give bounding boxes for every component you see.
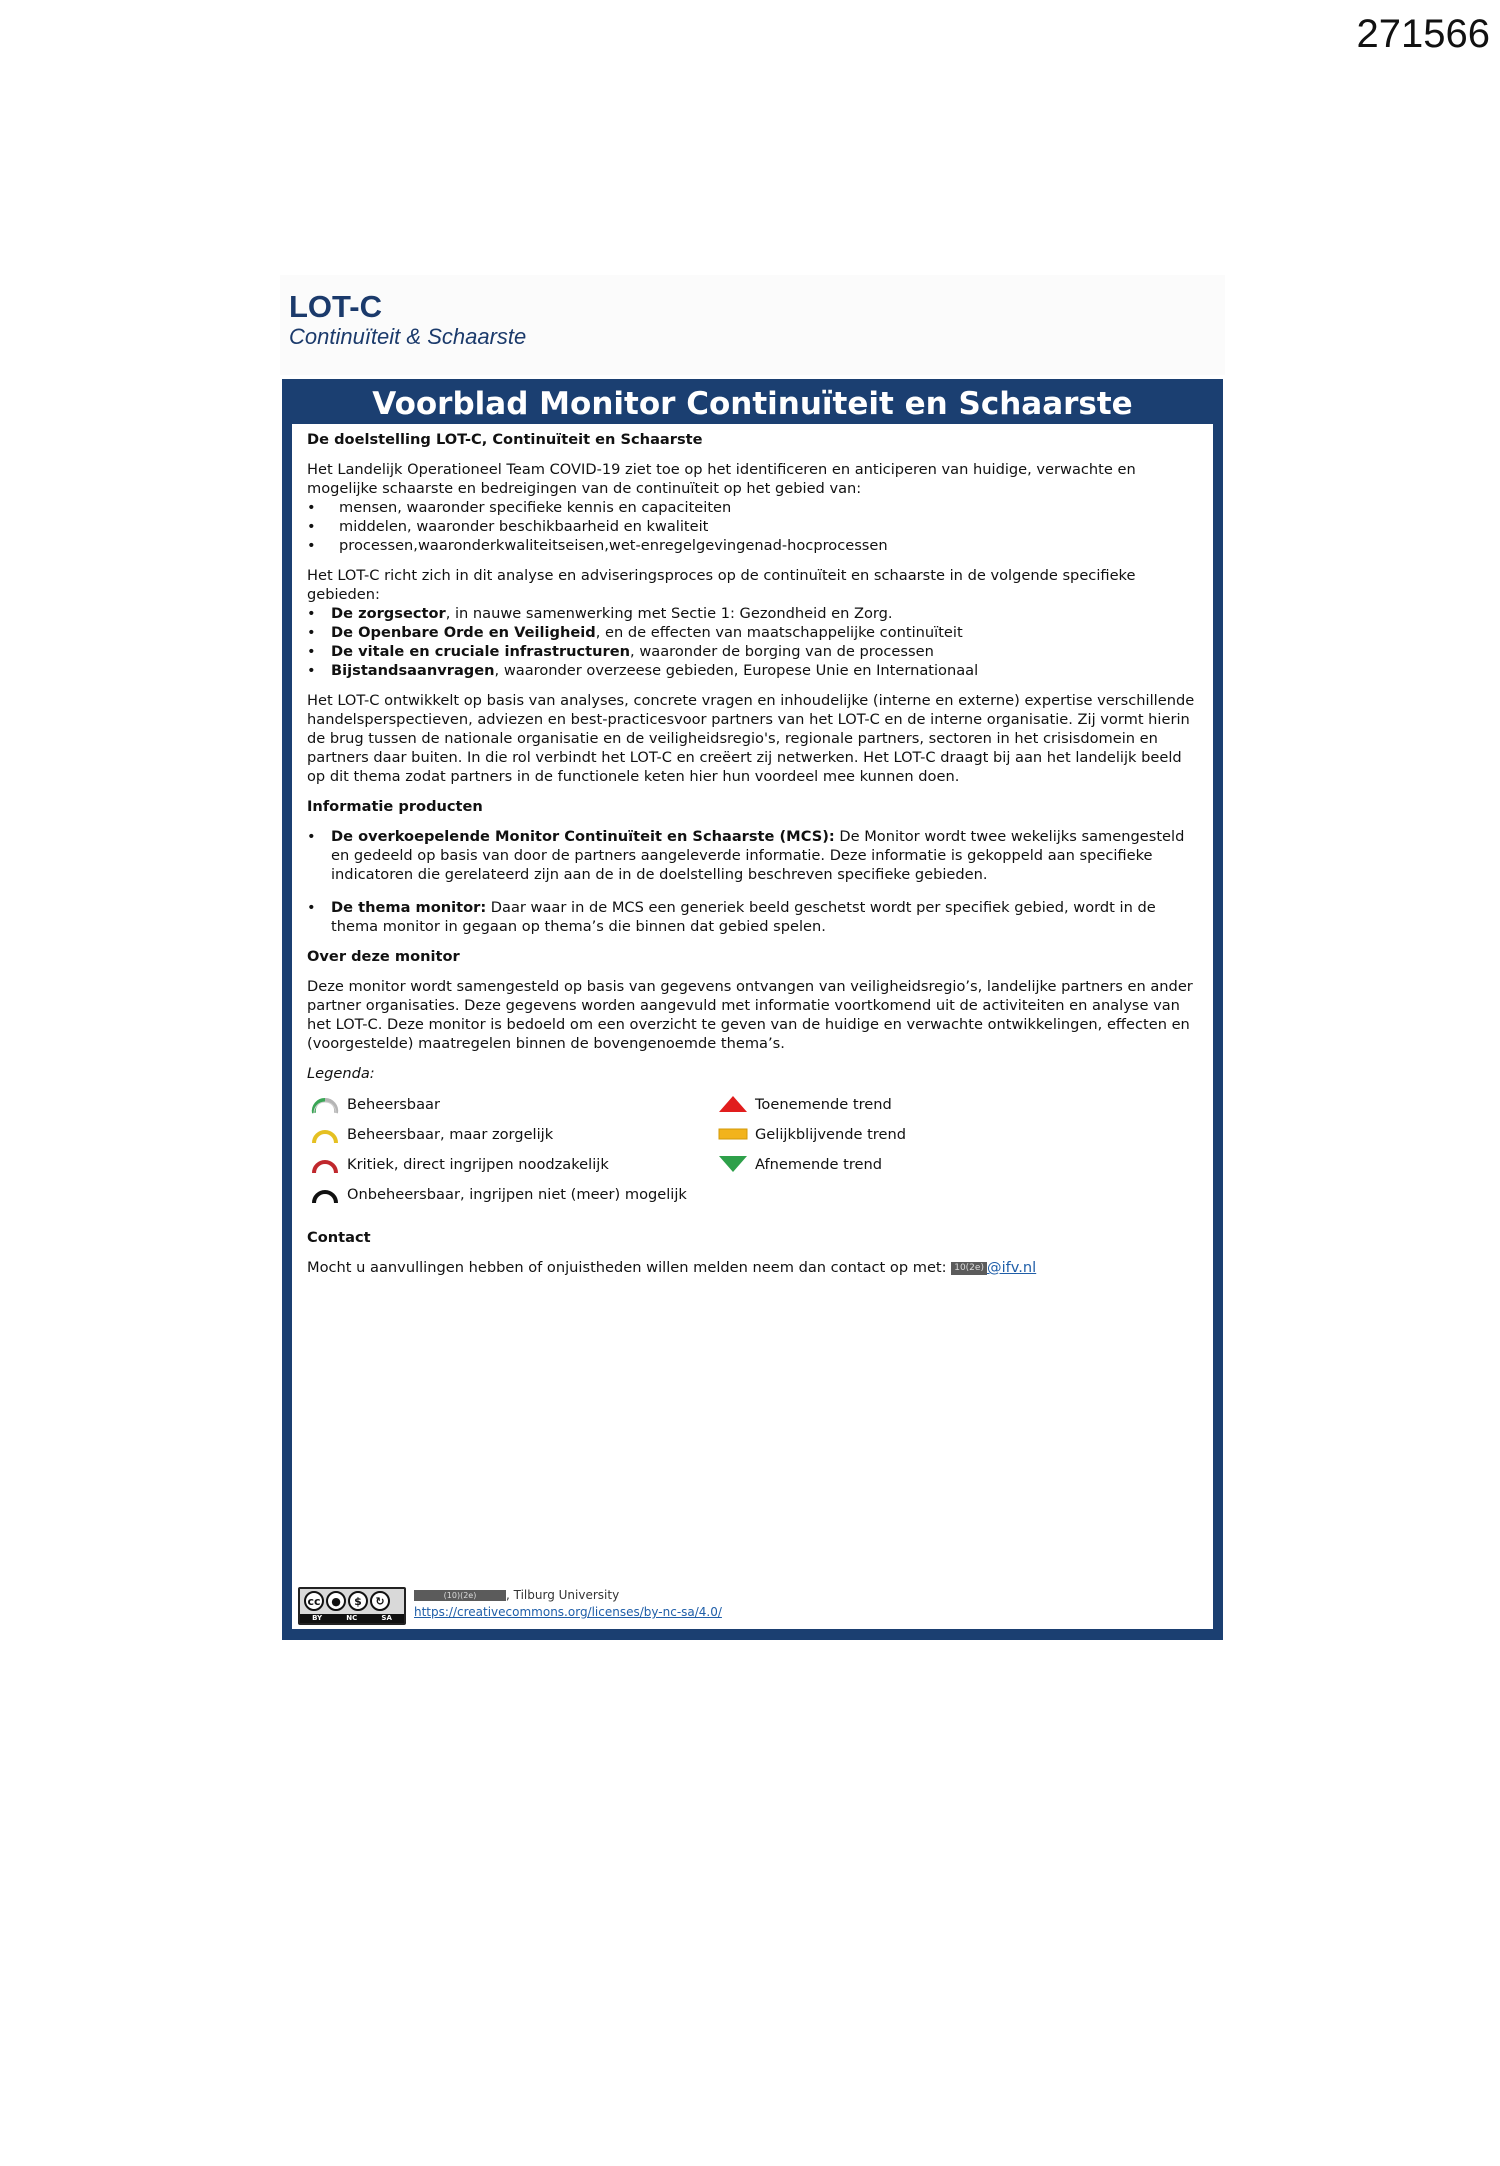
gauge-yellow-icon <box>307 1120 343 1148</box>
legend-item <box>307 1089 687 1119</box>
gauge-black-icon <box>307 1180 343 1208</box>
contact-text <box>307 1258 1199 1277</box>
legend-item <box>715 1089 906 1119</box>
list-item: • mensen, waaronder specifieke kennis en capaciteiten <box>307 498 1199 517</box>
legend-label: Beheersbaar, maar zorgelijk <box>347 1125 554 1143</box>
legend-label: Kritiek, direct ingrijpen noodzakelijk <box>347 1155 609 1173</box>
product-text: Daar waar in de MCS een generiek beeld geschetst wordt per specifiek gebied, wordt in de thema monitor in gegaan op thema’s die binnen dat gebied spelen. <box>331 899 1156 935</box>
legend-item <box>715 1119 906 1149</box>
content <box>307 424 1199 1277</box>
legend-item <box>307 1119 687 1149</box>
doel-list <box>307 498 1199 555</box>
focus-bold: De zorgsector <box>331 605 446 622</box>
producten-heading: Informatie producten <box>307 798 483 815</box>
list-item <box>307 642 1199 661</box>
focus-text: , in nauwe samenwerking met Sectie 1: Gezondheid en Zorg. <box>445 605 893 622</box>
gauge-gray-green-icon <box>307 1090 343 1118</box>
legend-status <box>307 1089 687 1209</box>
focus-text: , waaronder de borging van de processen <box>630 643 934 660</box>
cc-license-badge[interactable] <box>298 1587 406 1625</box>
content-panel <box>292 424 1213 1629</box>
focus-text: , waaronder overzeese gebieden, Europese Unie en Internationaal <box>494 662 979 679</box>
license-link[interactable]: https://creativecommons.org/licenses/by-nc-sa/4.0/ <box>414 1605 722 1619</box>
cc-label: SA <box>381 1614 392 1622</box>
product-bold: De thema monitor: <box>331 899 487 916</box>
brand-subtitle: Continuïteit & Schaarste <box>289 324 527 349</box>
footer-text <box>414 1587 722 1621</box>
cc-label: BY <box>312 1614 323 1622</box>
legend-label: Gelijkblijvende trend <box>755 1125 906 1143</box>
triangle-up-icon <box>715 1090 751 1118</box>
legend-item <box>307 1149 687 1179</box>
cc-label: NC <box>346 1614 358 1622</box>
footer-org: , Tilburg University <box>506 1588 620 1602</box>
product-bold: De overkoepelende Monitor Continuïteit en Schaarste (MCS): <box>331 828 835 845</box>
focus-intro: Het LOT-C richt zich in dit analyse en adviseringsproces op de continuïteit en schaarste in de volgende specifieke gebieden: <box>307 567 1136 603</box>
legend-label: Toenemende trend <box>755 1095 892 1113</box>
contact-email-link[interactable]: @ifv.nl <box>986 1259 1037 1276</box>
triangle-down-icon <box>715 1150 751 1178</box>
list-item: • processen,waaronderkwaliteitseisen,wet-enregelgevingenad-hocprocessen <box>307 536 1199 555</box>
legend-label: Afnemende trend <box>755 1155 883 1173</box>
list-item <box>307 661 1199 680</box>
cc-icons <box>300 1589 404 1611</box>
focus-bold: De vitale en cruciale infrastructuren <box>331 643 631 660</box>
over-text: Deze monitor wordt samengesteld op basis van gegevens ontvangen van veiligheidsregio’s, landelijke partners en ander partner organisaties. Deze gegevens worden aangevuld met informatie voortkomend uit de activiteiten en analyse van het LOT-C. Deze monitor is bedoeld om een overzicht te geven van de huidige en verwachte ontwikkelingen, effecten en (voorgestelde) maatregelen binnen de bovengenoemde thema’s. <box>307 978 1193 1052</box>
cover-frame <box>282 379 1223 1640</box>
footer <box>298 1583 1198 1627</box>
page-title: Voorblad Monitor Continuïteit en Schaarste <box>372 386 1133 422</box>
legend-label: Onbeheersbaar, ingrijpen niet (meer) mogelijk <box>347 1185 687 1203</box>
doel-paragraph: Het LOT-C ontwikkelt op basis van analyses, concrete vragen en inhoudelijke (interne en externe) expertise verschillende handelsperspectieven, adviezen en best-practicesvoor partners van het LOT-C en de interne organisatie. Zij vormt hierin de brug tussen de nationale organisatie en de veiligheidsregio's, regionale partners, sectoren in het crisisdomein en partners daar buiten. In die rol verbindt het LOT-C en creëert zij netwerken. Het LOT-C draagt bij aan het landelijk beeld op dit thema zodat partners in de functionele keten hier hun voordeel mee kunnen doen. <box>307 692 1195 785</box>
cc-labels <box>300 1614 404 1623</box>
redaction-box: 10(2e) <box>951 1262 987 1275</box>
list-item: • middelen, waaronder beschikbaarheid en kwaliteit <box>307 517 1199 536</box>
gauge-red-icon <box>307 1150 343 1178</box>
legend-title: Legenda: <box>307 1065 375 1082</box>
by-person-icon: ● <box>326 1591 346 1611</box>
nc-dollar-icon: $ <box>348 1591 368 1611</box>
over-heading: Over deze monitor <box>307 948 460 965</box>
focus-text: , en de effecten van maatschappelijke continuïteit <box>595 624 963 641</box>
product-text: De Monitor wordt twee wekelijks samengesteld en gedeeld op basis van door de partners aangeleverde informatie. Deze informatie is gekoppeld aan specifieke indicatoren die gerelateerd zijn aan de in de doelstelling beschreven specifieke gebieden. <box>331 828 1185 883</box>
list-item <box>307 604 1199 623</box>
legend <box>307 1089 1199 1217</box>
redaction-box: (10)(2e) <box>414 1590 506 1601</box>
brand-title: LOT-C <box>289 289 382 324</box>
focus-bold: Bijstandsaanvragen <box>331 662 495 679</box>
producten-list <box>307 827 1199 936</box>
legend-item <box>715 1149 906 1179</box>
legend-trends <box>715 1089 906 1179</box>
list-item <box>307 898 1199 936</box>
doel-intro: Het Landelijk Operationeel Team COVID-19 ziet toe op het identificeren en anticiperen van huidige, verwachte en mogelijke schaarste en bedreigingen van de continuïteit op het gebied van: <box>307 461 1136 497</box>
legend-label: Beheersbaar <box>347 1095 440 1113</box>
contact-heading: Contact <box>307 1229 371 1246</box>
bar-icon <box>715 1120 751 1148</box>
contact-sentence: Mocht u aanvullingen hebben of onjuistheden willen melden neem dan contact op met: <box>307 1259 947 1276</box>
list-item <box>307 827 1199 884</box>
brand <box>289 290 526 350</box>
doel-heading: De doelstelling LOT-C, Continuïteit en Schaarste <box>307 431 703 448</box>
sa-share-icon: ↻ <box>370 1591 390 1611</box>
document-number: 271566 <box>1356 12 1490 56</box>
legend-item <box>307 1179 687 1209</box>
focus-list <box>307 604 1199 680</box>
cc-icon: cc <box>304 1591 324 1611</box>
focus-bold: De Openbare Orde en Veiligheid <box>331 624 596 641</box>
list-item <box>307 623 1199 642</box>
